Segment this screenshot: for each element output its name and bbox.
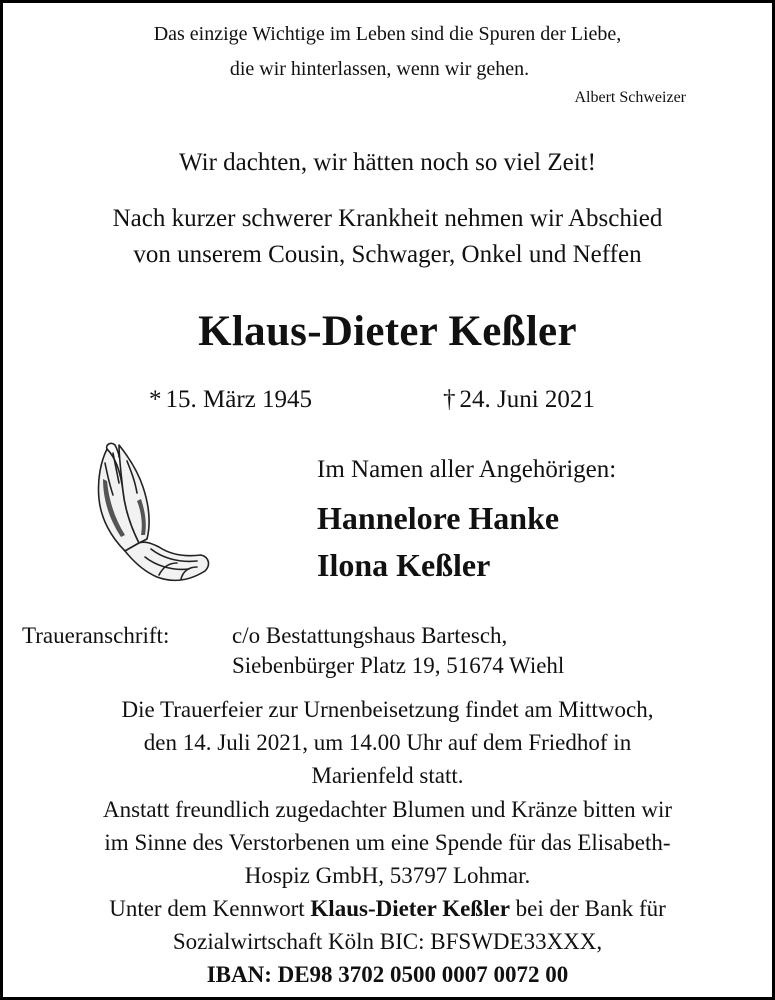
address-line-1: c/o Bestattungshaus Bartesch, xyxy=(232,623,508,648)
praying-hands-icon xyxy=(85,439,225,589)
ceremony-line-1: Die Trauerfeier zur Urnenbeisetzung findet am Mittwoch, xyxy=(121,697,654,722)
ceremony-line-3: Marienfeld statt. xyxy=(311,763,464,788)
donation-line-4 xyxy=(3,894,772,924)
quote-author: Albert Schweizer xyxy=(574,89,686,106)
address-label: Traueranschrift: xyxy=(22,623,170,648)
donation-line-1: Anstatt freundlich zugedachter Blumen und Kränze bitten wir xyxy=(102,797,673,822)
quote-line-2: die wir hinterlassen, wenn wir gehen. xyxy=(229,58,530,80)
keyword-name: Klaus-Dieter Keßler xyxy=(310,896,510,921)
iban: IBAN: DE98 3702 0500 0007 0072 00 xyxy=(206,962,569,987)
intro-line: Wir dachten, wir hätten noch so viel Zeit! xyxy=(179,149,596,176)
birth-symbol: * xyxy=(149,386,162,413)
donation-line-3: Hospiz GmbH, 53797 Lohmar. xyxy=(244,863,531,888)
birth-date xyxy=(149,386,312,414)
announcement-line-1: Nach kurzer schwerer Krankheit nehmen wir Abschied xyxy=(112,205,663,232)
death-date xyxy=(443,386,595,414)
death-date-value: 24. Juni 2021 xyxy=(459,386,595,413)
address-line-2: Siebenbürger Platz 19, 51674 Wiehl xyxy=(232,653,565,678)
mourner-name: Ilona Keßler xyxy=(317,547,491,583)
donation-line-2: im Sinne des Verstorbenen um eine Spende für das Elisabeth- xyxy=(104,830,671,855)
donation-line-4-post: bei der Bank für xyxy=(509,896,666,921)
mourners-intro: Im Namen aller Angehörigen: xyxy=(317,456,617,483)
mourner-name: Hannelore Hanke xyxy=(317,500,560,536)
birth-date-value: 15. März 1945 xyxy=(165,386,312,413)
iban-line xyxy=(3,960,772,990)
donation-line-5: Sozialwirtschaft Köln BIC: BFSWDE33XXX, xyxy=(172,929,603,954)
deceased-name: Klaus-Dieter Keßler xyxy=(198,308,577,355)
quote-line-1: Das einzige Wichtige im Leben sind die Spuren der Liebe, xyxy=(153,23,622,45)
announcement-line-2: von unserem Cousin, Schwager, Onkel und Neffen xyxy=(133,241,642,268)
ceremony-line-2: den 14. Juli 2021, um 14.00 Uhr auf dem Friedhof in xyxy=(143,730,632,755)
death-symbol: † xyxy=(443,386,456,413)
donation-line-4-pre: Unter dem Kennwort xyxy=(109,896,311,921)
